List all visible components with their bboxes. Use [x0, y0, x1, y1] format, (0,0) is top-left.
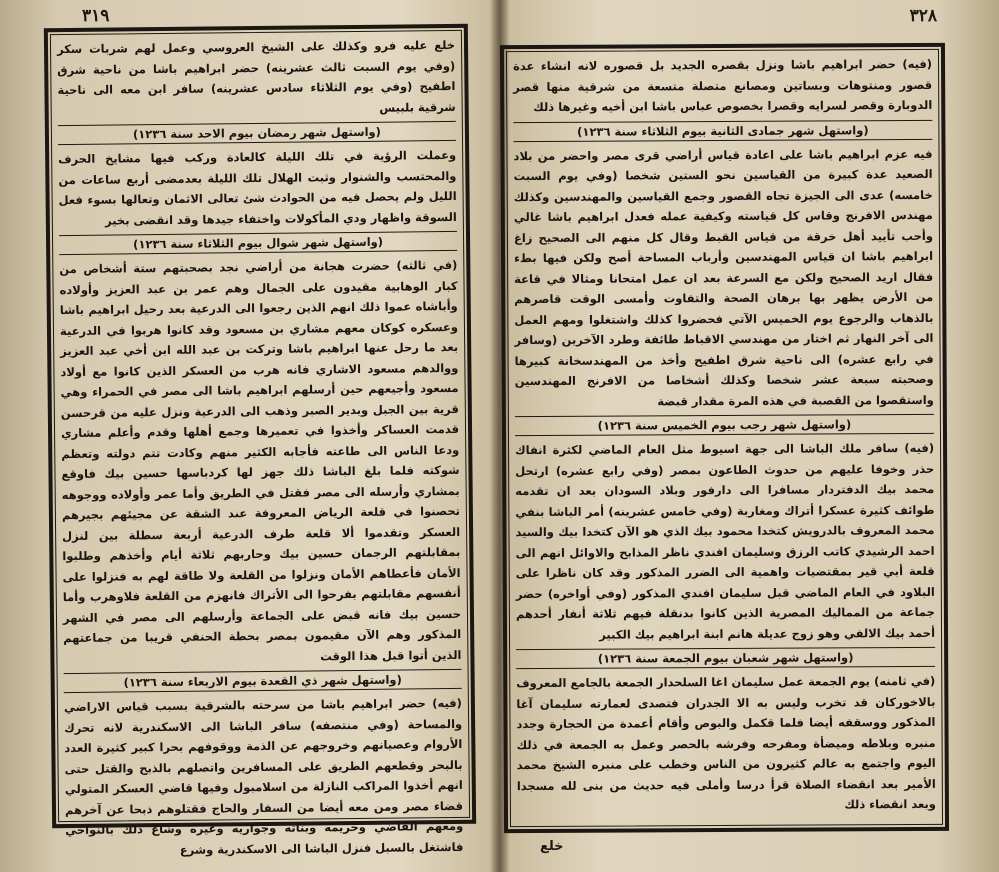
paragraph: (في ثامنه) يوم الجمعة عمل سليمان اغا السلحدار الجمعة بالجامع المعروف بالاخوركان قد تخرب وليس به الا الجدران فتصدى لعمارته سليمان آغا المذكور ووسقفه أيضا فلما قكمل والبوص وأقام أعمدة من الحجارة وجدد منبره وبلاطه وميضأة ومفرحه وفرشه بالحصر وعمل به الجمعة في ذلك اليوم واجتمع به عالم كثيرون من الناس وخطب على منبره الشيخ محمد الأمير بعد انقضاء الصلاة قرأ درسا وأملى فيه حديث من بنى لله مسجدا وبعد انقضاء ذلك — [516, 673, 936, 812]
paragraph: (فيه) حضر ابراهيم باشا ونزل بقصره الجديد بل قصوره لانه انشاء عدة قصور ومنتوهات وبساتين ومصانع متصلة متسعة من شرقية منها قصر الدوبارة وقصر لسرايه وقصرا بخصوص عباس باشا ابن أخيه وغيرها ذلك — [513, 56, 933, 114]
text-frame — [500, 43, 949, 833]
page-number: ٣١٩ — [82, 6, 110, 26]
paragraph: خلع عليه فرو وكذلك على الشيخ العروسي وعمل لهم شربات سكر (وفي يوم السبت ثالث عشرينه) حضر ابراهيم باشا من ناحية شرق اطفيح (وفي يوم الثلاثاء سادس عشرينه) سافر ابن معه الى ناحية شرقية بلبيس — [56, 37, 456, 115]
paragraph: (فيه) سافر ملك الباشا الى جهة اسيوط مثل العام الماضي لكثرة انفاك حذر وخوفا عليهم من حدوث الطاعون بمصر (وفي رابع عشره) ارتحل محمد بيك الدفتردار مسافرا الى دارفور وبلاد السودان بعد ان تقدمه طوائف كثيرة عسكرا أتراك ومغاربة (وفي خامس عشرينه) أمر الباشا بنفي محمد المعروف بالدرويش كتخدا محمود بيك الذي هو الآن كتخدا بيك والسيد احمد الرشيدي كاتب الرزق وسليمان افندي ناظر المذابح والاوائل انهم الى قلعة أبي قير بمقتضيات واهمية الى الضرر المذكور وقد كان ناظرا على البلاود في العام الماضي قبل سليمان افندي المذكور (وفي أواخره) حضر جماعة من المماليك المصرية الذين كانوا بدنقلة فيهم ثلاثة أنفار أحدهم أحمد بيك الالفي وهو زوج عديلة هانم ابنة ابراهيم بيك الكبير — [515, 440, 936, 642]
month-heading: (واستهل شهر رمضان بيوم الاحد سنة ١٢٣٦) — [58, 121, 456, 145]
page-body — [50, 30, 470, 857]
page-body — [506, 49, 943, 827]
right-page — [500, 0, 999, 872]
paragraph: فيه عزم ابراهيم باشا على اعادة قياس أراضي قرى مصر واحضر من بلاد الصعيد عدة كبيرة من القياسين نحو الستين شخصا (وفي يوم السبت خامسه) عدى الى الجيزة تجاه القصور وجمع القياسين والمهندسين وكذلك مهندس الافرنج وقاس كل قياسته وكيفية عمله فعدل ابراهيم باشا غالي وأحب تأييد أهل خرقة من قياس القبط وقال كل منهم الى الصحيح زاغ ابراهيم باشا ان قياس المهندسين وأرباب المساحة أصح ولكن فيها بطء فقال اريد الصحيح ولكن مع السرعة بعد ان عمل امتحانا ومثالا في قاعة من الأرض يظهر بها برهان الصحة والتفاوت وأمسى الوقت قاصرهم بالذهاب والرجوع يوم الخميس الآتي فحضروا كذلك واشتغلوا ومهم العمل الى آخر النهار ثم اختار من مهندسي الاقباط طائفة وطرد الآخرين (وسافر في رابع عشره) الى ناحية شرق اطفيح وأخذ من المهندسخانة كبيرها وصحبته سبعة عشر شخصا وكذلك أشخاصا من الافرنج المهندسين واستقصوا من القصبة في هذه المرة مقدار قبضة — [513, 146, 934, 408]
paragraph: (في ثالثه) حضرت هجانة من أراضي نجد بصحبتهم ستة أشخاص من كبار الوهابية مقيدون على الجمال وهم عمر بن عبد العزيز وأولاده وأباشاه عموا ذلك انهم الذين رجعوا الى الدرعية بعد رحيل ابراهيم باشا وعسكره كوكان معهم مشاري بن مسعود وقد كانوا هربوا في الدرعية بعد ما رحل عنها ابراهيم باشا وتركت بن عبد الله ابن أخي عبد العزيز ووالدهم مسعود الاشاري فانه هرب من العسكر الذين كانوا مع أولاد مسعود وأجيعهم حين أرسلهم ابراهيم باشا الى مصر في الحمراء وهي قرية بين الجبل وبدير الصبر وذهب الى الدرعية ونزل عليه من قرحسن قدمت العساكر وأخذوا في تعميرها وجمع أهلها وقدم وأعلم مشاري ودعا الناس الى طاعته فأجابه الكثير منهم وكادت تتم دولته وتعظم شوكته فلما بلغ الباشا ذلك جهز لها كردباسها حسين بيك فاوقع بمشاري وأرسله الى مصر فقتل في الطريق وأما عمر وأولاده ووجوهه تحصنوا في قلعة الرياض المعروفة عند الشقة عن مجيئهم بجيرهم العسكر وتقدموا ألا قلعة طرف الدرعية أربعة سطلة بين لنزل بمقابلتهم الرجمان حسين بيك وحاربهم ثلاثة أيام وأخذهم وطلبوا الأمان فأعطاهم الأمان ونزلوا من القلعة ولا طاقة لهم به فنزلوا على أنفسهم مقابلتهم بفرحوا الى الأتراك فانهزم من القلعة فلاوهرب وأما حسين بيك فانه قبض على الجماعة وأرسلهم الى مصر في الشهر المذكور وهم الآن مقيمون بمصر بحطة الحنفي قريبا من جماعتهم الذين أتوا قبل هذا الوقت — [59, 257, 462, 663]
text-frame — [44, 24, 476, 857]
month-heading: (واستهل شهر شعبان بيوم الجمعة سنة ١٢٣٦) — [516, 647, 935, 669]
month-heading: (واستهل شهر شوال بيوم الثلاثاء سنة ١٢٣٦) — [59, 231, 457, 255]
page-number: ٣٢٨ — [909, 6, 937, 26]
paragraph: وعملت الرؤية في تلك الليلة كالعادة وركب فيها مشايخ الحرف والمحتسب والشنوار وثبت الهلال تلك الليلة بعدمضى أربع ساعات من الليل ولم يحصل فيه من الحوادث شئ تعالى الاثمان وتعالها بسوء فعل السوقة واظهار ودي المأكولات واختفاء جيدها وقد انقضى بخير — [58, 147, 457, 228]
month-heading: (واستهل شهر جمادى الثانية بيوم الثلاثاء سنة ١٢٣٦) — [513, 119, 932, 141]
month-heading: (واستهل شهر ذي القعدة بيوم الاربعاء سنة ١٢٣٦) — [64, 669, 462, 693]
paragraph: (فيه) حضر ابراهيم باشا من سرحته بالشرقية بسبب قياس الاراضي والمساحة (وفي منتصفه) سافر الباشا الى الاسكندرية لانه تحرك الأروام وعصيانهم وخروجهم عن الذمة ووقوفهم بحرا كبير كثيرة العدد بالبحر وقطعهم الطريق على المسافرين واتصلهم بالذبح والقتل حتى انهم أخذوا المراكب النازلة من اسلامبول وفيها قاضي العسكر المتولي قضاء مصر ومن معه أيضا من السفار والحاج فقتلوهم ذبحا عن آخرهم ومعهم القاضي وحريمه وبناته وجواريه وغيره وشاع ذلك بالنواحي فاشتغل بالسبل فنزل الباشا الى الاسكندرية وشرع — [63, 695, 464, 857]
month-heading: (واستهل شهر رجب بيوم الخميس سنة ١٢٣٦) — [515, 414, 934, 436]
left-page — [0, 0, 495, 872]
catchword: خلع — [540, 839, 564, 854]
